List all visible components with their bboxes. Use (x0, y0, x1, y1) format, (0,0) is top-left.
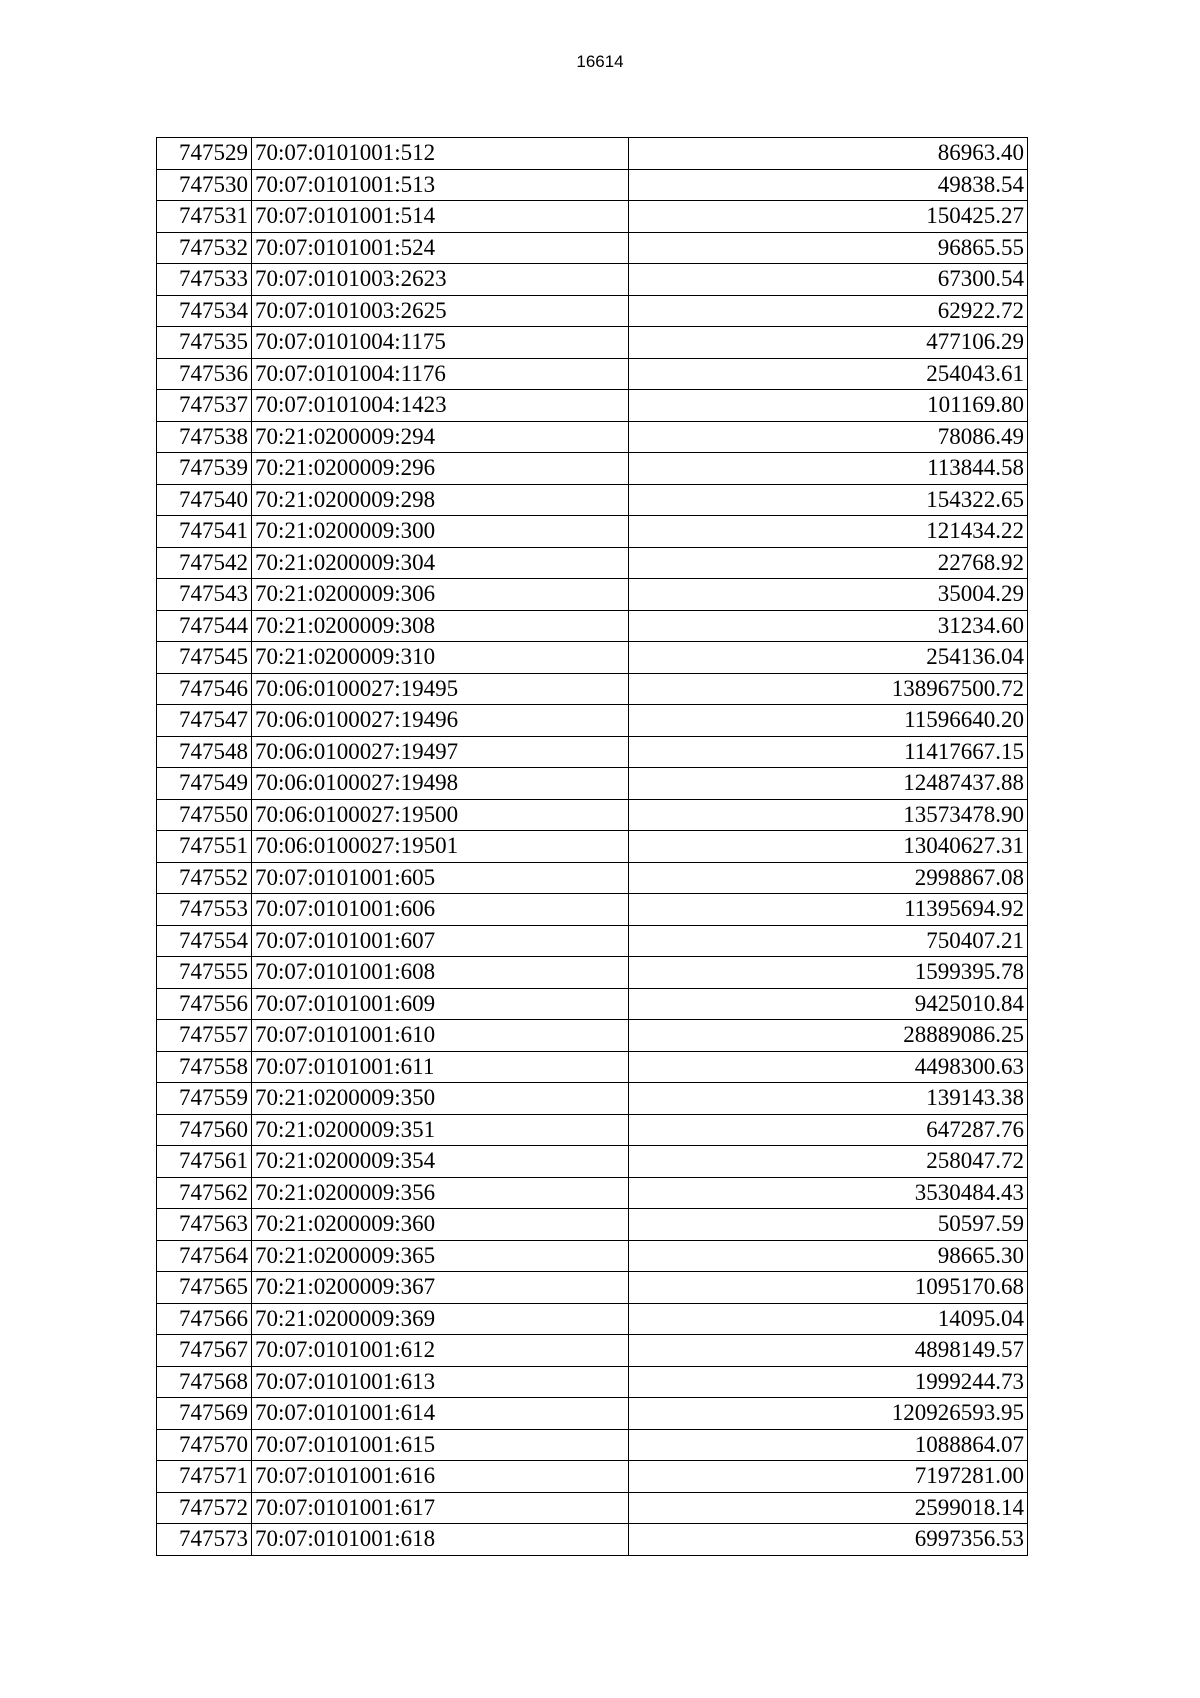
cadastral-number: 70:07:0101001:618 (252, 1524, 629, 1556)
cadastral-number: 70:21:0200009:365 (252, 1240, 629, 1272)
value-cell: 750407.21 (629, 925, 1028, 957)
table-row (157, 1303, 1028, 1335)
cadastral-number: 70:07:0101001:512 (252, 138, 629, 170)
table-row (157, 610, 1028, 642)
row-number: 747537 (157, 390, 252, 422)
value-cell: 50597.59 (629, 1209, 1028, 1241)
value-cell: 9425010.84 (629, 988, 1028, 1020)
cadastre-table (156, 137, 1028, 1556)
cadastral-number: 70:07:0101001:614 (252, 1398, 629, 1430)
table-row (157, 390, 1028, 422)
value-cell: 254043.61 (629, 358, 1028, 390)
table-row (157, 1429, 1028, 1461)
value-cell: 154322.65 (629, 484, 1028, 516)
table-row (157, 642, 1028, 674)
row-number: 747557 (157, 1020, 252, 1052)
row-number: 747563 (157, 1209, 252, 1241)
cadastral-number: 70:21:0200009:298 (252, 484, 629, 516)
row-number: 747571 (157, 1461, 252, 1493)
cadastral-number: 70:07:0101001:524 (252, 232, 629, 264)
table-row (157, 736, 1028, 768)
cadastral-number: 70:21:0200009:351 (252, 1114, 629, 1146)
value-cell: 62922.72 (629, 295, 1028, 327)
table-row (157, 799, 1028, 831)
table-row (157, 673, 1028, 705)
table-row (157, 705, 1028, 737)
row-number: 747543 (157, 579, 252, 611)
row-number: 747552 (157, 862, 252, 894)
table-row (157, 516, 1028, 548)
value-cell: 3530484.43 (629, 1177, 1028, 1209)
cadastral-number: 70:21:0200009:356 (252, 1177, 629, 1209)
table-row (157, 768, 1028, 800)
value-cell: 96865.55 (629, 232, 1028, 264)
table-row (157, 894, 1028, 926)
value-cell: 1095170.68 (629, 1272, 1028, 1304)
table-row (157, 579, 1028, 611)
table-row (157, 1083, 1028, 1115)
row-number: 747556 (157, 988, 252, 1020)
table-row (157, 1398, 1028, 1430)
cadastral-number: 70:06:0100027:19500 (252, 799, 629, 831)
cadastral-number: 70:07:0101001:612 (252, 1335, 629, 1367)
value-cell: 13573478.90 (629, 799, 1028, 831)
row-number: 747536 (157, 358, 252, 390)
value-cell: 121434.22 (629, 516, 1028, 548)
value-cell: 138967500.72 (629, 673, 1028, 705)
value-cell: 67300.54 (629, 264, 1028, 296)
value-cell: 113844.58 (629, 453, 1028, 485)
value-cell: 4898149.57 (629, 1335, 1028, 1367)
row-number: 747547 (157, 705, 252, 737)
table-row (157, 232, 1028, 264)
cadastral-number: 70:07:0101004:1175 (252, 327, 629, 359)
row-number: 747560 (157, 1114, 252, 1146)
row-number: 747534 (157, 295, 252, 327)
value-cell: 101169.80 (629, 390, 1028, 422)
table-row (157, 421, 1028, 453)
row-number: 747564 (157, 1240, 252, 1272)
row-number: 747529 (157, 138, 252, 170)
table-row (157, 1177, 1028, 1209)
row-number: 747568 (157, 1366, 252, 1398)
table-row (157, 1020, 1028, 1052)
row-number: 747550 (157, 799, 252, 831)
value-cell: 2998867.08 (629, 862, 1028, 894)
table-row (157, 1051, 1028, 1083)
row-number: 747566 (157, 1303, 252, 1335)
cadastral-number: 70:07:0101001:513 (252, 169, 629, 201)
row-number: 747553 (157, 894, 252, 926)
table-row (157, 1209, 1028, 1241)
value-cell: 11395694.92 (629, 894, 1028, 926)
row-number: 747567 (157, 1335, 252, 1367)
table-row (157, 1146, 1028, 1178)
row-number: 747558 (157, 1051, 252, 1083)
cadastral-number: 70:07:0101001:605 (252, 862, 629, 894)
value-cell: 28889086.25 (629, 1020, 1028, 1052)
table-row (157, 925, 1028, 957)
table-row (157, 264, 1028, 296)
value-cell: 78086.49 (629, 421, 1028, 453)
cadastral-number: 70:21:0200009:296 (252, 453, 629, 485)
table-row (157, 484, 1028, 516)
table-row (157, 862, 1028, 894)
row-number: 747559 (157, 1083, 252, 1115)
table-row (157, 1335, 1028, 1367)
cadastral-number: 70:07:0101001:617 (252, 1492, 629, 1524)
value-cell: 13040627.31 (629, 831, 1028, 863)
cadastral-number: 70:07:0101001:610 (252, 1020, 629, 1052)
value-cell: 98665.30 (629, 1240, 1028, 1272)
value-cell: 647287.76 (629, 1114, 1028, 1146)
table-row (157, 138, 1028, 170)
table-row (157, 988, 1028, 1020)
row-number: 747530 (157, 169, 252, 201)
row-number: 747573 (157, 1524, 252, 1556)
row-number: 747562 (157, 1177, 252, 1209)
row-number: 747539 (157, 453, 252, 485)
row-number: 747542 (157, 547, 252, 579)
value-cell: 22768.92 (629, 547, 1028, 579)
row-number: 747565 (157, 1272, 252, 1304)
cadastral-number: 70:07:0101001:609 (252, 988, 629, 1020)
value-cell: 31234.60 (629, 610, 1028, 642)
row-number: 747540 (157, 484, 252, 516)
value-cell: 4498300.63 (629, 1051, 1028, 1083)
table-row (157, 295, 1028, 327)
row-number: 747544 (157, 610, 252, 642)
cadastral-number: 70:21:0200009:367 (252, 1272, 629, 1304)
row-number: 747555 (157, 957, 252, 989)
row-number: 747554 (157, 925, 252, 957)
value-cell: 477106.29 (629, 327, 1028, 359)
table-row (157, 831, 1028, 863)
row-number: 747535 (157, 327, 252, 359)
cadastral-number: 70:07:0101004:1176 (252, 358, 629, 390)
row-number: 747569 (157, 1398, 252, 1430)
cadastral-number: 70:21:0200009:310 (252, 642, 629, 674)
row-number: 747549 (157, 768, 252, 800)
row-number: 747533 (157, 264, 252, 296)
cadastral-number: 70:07:0101001:611 (252, 1051, 629, 1083)
value-cell: 12487437.88 (629, 768, 1028, 800)
table-row (157, 1114, 1028, 1146)
value-cell: 258047.72 (629, 1146, 1028, 1178)
table-row (157, 1461, 1028, 1493)
cadastral-number: 70:21:0200009:360 (252, 1209, 629, 1241)
table-row (157, 453, 1028, 485)
row-number: 747545 (157, 642, 252, 674)
cadastral-number: 70:06:0100027:19495 (252, 673, 629, 705)
cadastral-number: 70:21:0200009:350 (252, 1083, 629, 1115)
table-row (157, 1366, 1028, 1398)
table-row (157, 1492, 1028, 1524)
row-number: 747570 (157, 1429, 252, 1461)
cadastral-number: 70:21:0200009:306 (252, 579, 629, 611)
row-number: 747572 (157, 1492, 252, 1524)
cadastral-number: 70:21:0200009:304 (252, 547, 629, 579)
cadastral-number: 70:07:0101001:514 (252, 201, 629, 233)
value-cell: 139143.38 (629, 1083, 1028, 1115)
table-row (157, 957, 1028, 989)
table-row (157, 327, 1028, 359)
row-number: 747548 (157, 736, 252, 768)
value-cell: 86963.40 (629, 138, 1028, 170)
value-cell: 7197281.00 (629, 1461, 1028, 1493)
table-row (157, 547, 1028, 579)
cadastral-number: 70:21:0200009:369 (252, 1303, 629, 1335)
cadastral-number: 70:07:0101004:1423 (252, 390, 629, 422)
value-cell: 49838.54 (629, 169, 1028, 201)
cadastral-number: 70:07:0101001:615 (252, 1429, 629, 1461)
value-cell: 11596640.20 (629, 705, 1028, 737)
value-cell: 11417667.15 (629, 736, 1028, 768)
cadastral-number: 70:21:0200009:300 (252, 516, 629, 548)
row-number: 747538 (157, 421, 252, 453)
cadastral-number: 70:06:0100027:19497 (252, 736, 629, 768)
row-number: 747541 (157, 516, 252, 548)
cadastral-number: 70:21:0200009:354 (252, 1146, 629, 1178)
value-cell: 1999244.73 (629, 1366, 1028, 1398)
value-cell: 6997356.53 (629, 1524, 1028, 1556)
value-cell: 1088864.07 (629, 1429, 1028, 1461)
cadastral-number: 70:07:0101001:613 (252, 1366, 629, 1398)
cadastral-number: 70:07:0101001:607 (252, 925, 629, 957)
cadastral-number: 70:07:0101001:608 (252, 957, 629, 989)
table-row (157, 1240, 1028, 1272)
cadastral-number: 70:21:0200009:308 (252, 610, 629, 642)
table-row (157, 169, 1028, 201)
value-cell: 2599018.14 (629, 1492, 1028, 1524)
table-row (157, 1272, 1028, 1304)
cadastral-number: 70:21:0200009:294 (252, 421, 629, 453)
value-cell: 254136.04 (629, 642, 1028, 674)
cadastral-number: 70:07:0101001:616 (252, 1461, 629, 1493)
value-cell: 120926593.95 (629, 1398, 1028, 1430)
cadastral-number: 70:06:0100027:19498 (252, 768, 629, 800)
table-body (157, 138, 1028, 1556)
cadastral-number: 70:06:0100027:19501 (252, 831, 629, 863)
table-row (157, 1524, 1028, 1556)
value-cell: 14095.04 (629, 1303, 1028, 1335)
table-row (157, 201, 1028, 233)
table-row (157, 358, 1028, 390)
row-number: 747532 (157, 232, 252, 264)
cadastral-number: 70:07:0101003:2623 (252, 264, 629, 296)
value-cell: 35004.29 (629, 579, 1028, 611)
row-number: 747561 (157, 1146, 252, 1178)
cadastral-number: 70:07:0101001:606 (252, 894, 629, 926)
value-cell: 1599395.78 (629, 957, 1028, 989)
row-number: 747546 (157, 673, 252, 705)
cadastral-number: 70:07:0101003:2625 (252, 295, 629, 327)
row-number: 747531 (157, 201, 252, 233)
value-cell: 150425.27 (629, 201, 1028, 233)
page-number: 16614 (576, 52, 624, 71)
cadastral-number: 70:06:0100027:19496 (252, 705, 629, 737)
row-number: 747551 (157, 831, 252, 863)
